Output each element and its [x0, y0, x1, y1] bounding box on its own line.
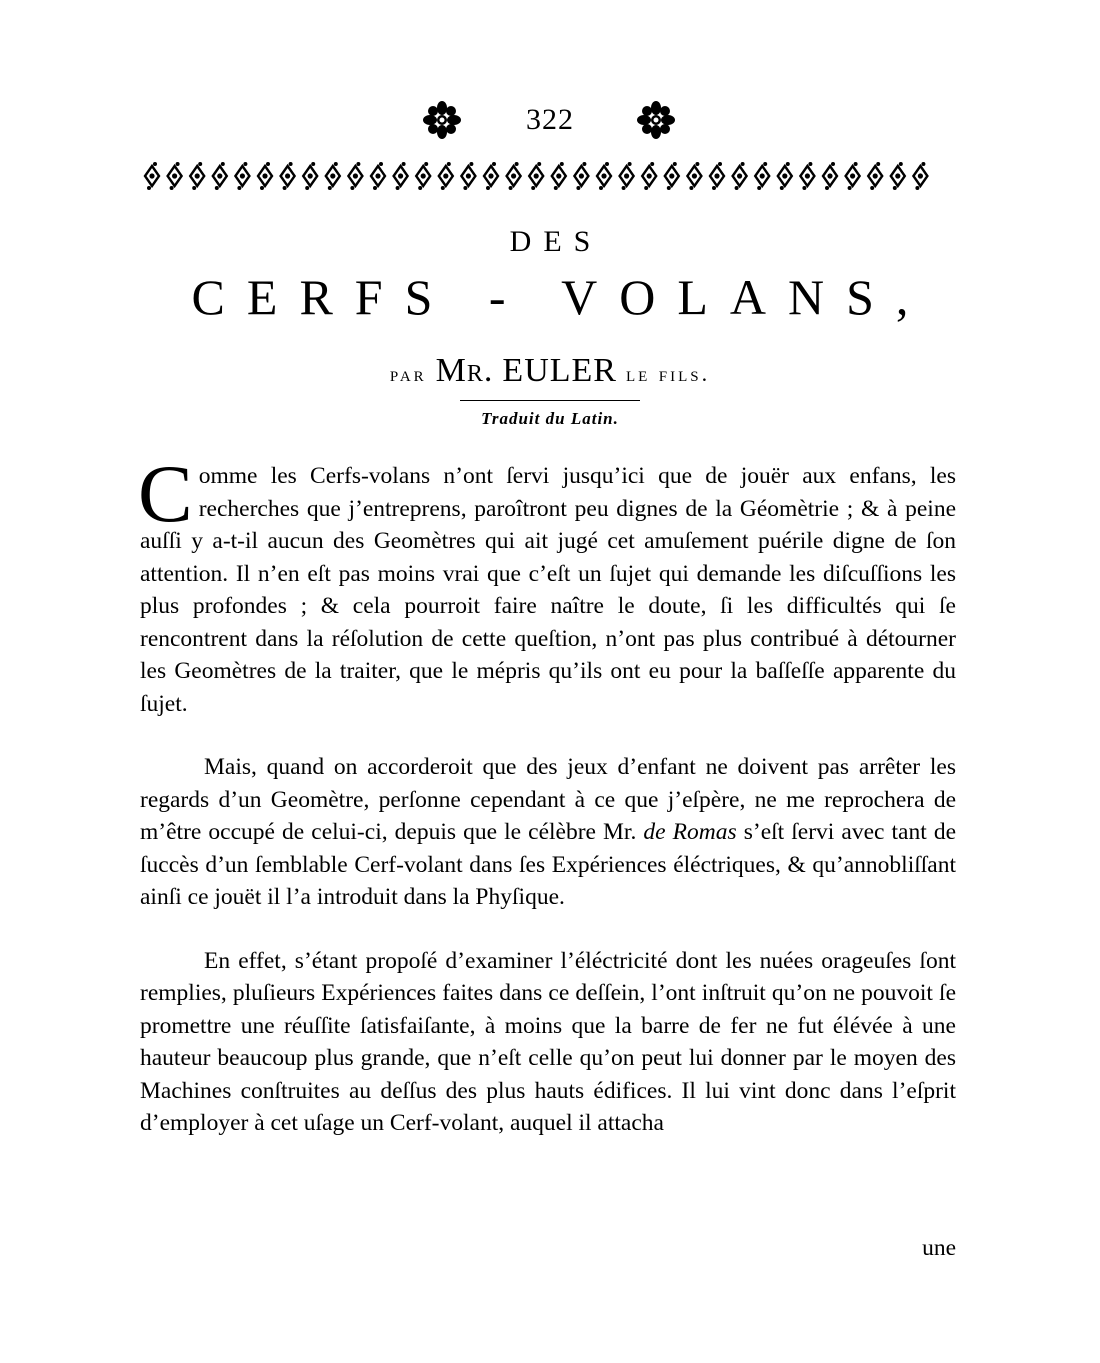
ornamental-border-rule — [140, 160, 960, 192]
ornament-motif — [303, 162, 317, 190]
paragraph-1-text: omme les Cerfs-volans n’ont ſervi jusqu’ici que de jouër aux enfans, les recherches que j’entreprens, paroîtront peu dignes de la Géomètrie ; & à peine auſſi y a-t-il aucun des Geomètres qui ait jugé cet amuſement puérile digne de ſon attention. Il n’en eſt pas moins vrai que c’eſt un ſujet qui demande les diſcuſſions les plus profondes ; & cela pourroit faire naître le doute, ſi les difficultés qui ſe rencontrent dans la réſolution de cette queſtion, n’ont pas plus contribué à détourner les Geomètres de la traiter, que le mépris qu’ils ont eu pour la baſſeſſe apparente du ſujet. — [140, 463, 956, 717]
ornament-motif — [348, 162, 362, 190]
page-title: CERFS - VOLANS, — [191, 269, 931, 325]
byline-suffix: le fils. — [625, 361, 711, 386]
fleuron-ornament-icon — [636, 100, 676, 140]
ornament-motif — [281, 162, 295, 190]
page-header — [0, 100, 1100, 148]
byline-title: Mr. — [435, 352, 494, 389]
paragraph-2-text-end: s’eſt ſervi avec tant de ſuccès d’un ſemblable Cerf-volant dans ſes Expériences éléctriques, & qu’annobliſſant ainſi ce jouët il l’a introduit dans la Phyſique. — [140, 819, 957, 910]
article-body — [138, 448, 957, 1140]
paragraph-2-italic-name: de Romas — [643, 819, 737, 845]
ornament-motif — [326, 162, 340, 190]
paragraph-3 — [140, 945, 956, 1140]
ornament-motif — [913, 162, 927, 190]
ornament-motif — [597, 162, 611, 190]
ornament-motif — [800, 162, 814, 190]
ornament-motif — [190, 162, 204, 190]
ornament-motif — [529, 162, 543, 190]
ornament-motif — [258, 162, 272, 190]
paragraph-1 — [138, 448, 956, 720]
ornament-motif — [213, 162, 227, 190]
ornament-motif — [371, 162, 385, 190]
ornament-motif — [235, 162, 249, 190]
ornament-motif — [755, 162, 769, 190]
ornament-motif — [642, 162, 656, 190]
catchword: une — [922, 1235, 956, 1261]
ornament-motif — [484, 162, 498, 190]
ornament-motif — [846, 162, 860, 190]
ornament-motif — [778, 162, 792, 190]
byline-divider — [460, 400, 640, 401]
ornament-motif — [733, 162, 747, 190]
ornament-motif — [394, 162, 408, 190]
ornament-motif — [868, 162, 882, 190]
fleuron-ornament-icon — [422, 100, 462, 140]
ornament-motif — [416, 162, 430, 190]
byline-author: EULER — [502, 352, 617, 389]
ornament-motif — [574, 162, 588, 190]
ornament-motif — [620, 162, 634, 190]
translation-note: Traduit du Latin. — [481, 409, 619, 428]
ornament-motif — [687, 162, 701, 190]
title-line-des: DES — [509, 225, 603, 258]
ornament-motif — [439, 162, 453, 190]
paragraph-3-text: En effet, s’étant propoſé d’examiner l’éléctricité dont les nuées orageuſes ſont remplies, pluſieurs Expériences faites dans ce deſſein, l’ont inſtruit qu’on ne pouvoit ſe promettre une réuſſite ſatisfaiſante, à moins que la barre de fer ne fut élévée à une hauteur beaucoup plus grande, que n’eſt celle qu’on peut lui donner par le moyen des Machines conſtruites au deſſus des plus hauts édifices. Il lui vint donc dans l’eſprit d’employer à cet uſage un Cerf-volant, auquel il attacha — [140, 947, 956, 1136]
ornament-motif — [891, 162, 905, 190]
drop-cap: C — [138, 448, 193, 539]
ornament-motif — [168, 162, 182, 190]
ornament-motif — [665, 162, 679, 190]
ornament-motif — [710, 162, 724, 190]
paragraph-2-text-start: Mais, quand on accorderoit que des jeux d’enfant ne doivent pas arrêter les regards d’un Geomètre, perſonne cependant à ce que j’eſpère, ne me reprochera de m’être occupé de celui-ci, depuis que le célèbre Mr. — [140, 754, 956, 845]
ornament-motif — [461, 162, 475, 190]
ornament-motif — [552, 162, 566, 190]
byline — [0, 350, 1100, 394]
paragraph-2 — [140, 751, 956, 914]
ornament-motif — [145, 162, 159, 190]
byline-prefix: par — [389, 361, 427, 386]
ornament-motif — [507, 162, 521, 190]
page-number: 322 — [526, 103, 574, 136]
ornament-motif — [823, 162, 837, 190]
